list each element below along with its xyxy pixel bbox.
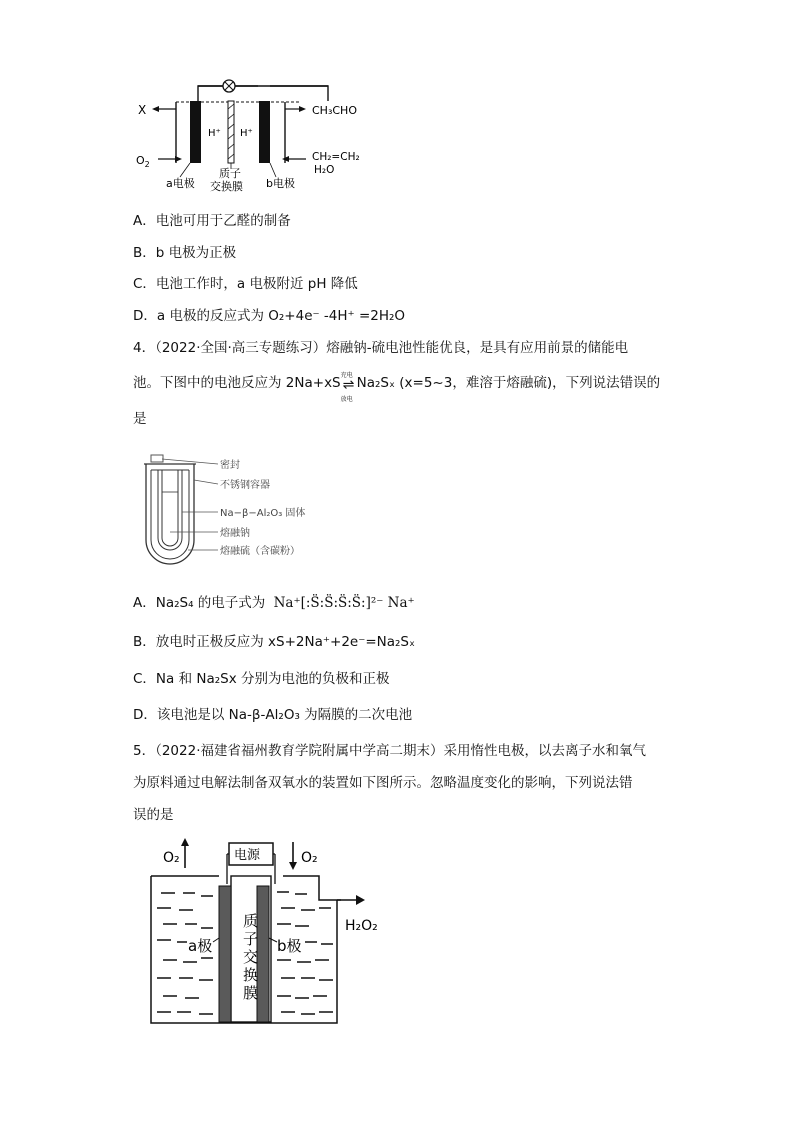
electrode-a-text: a极 <box>188 937 213 955</box>
membrane-char-4: 换 <box>243 966 259 984</box>
electrode-b-label: b电极 <box>266 177 295 190</box>
label-seal: 密封 <box>220 460 240 471</box>
h-plus-right: H⁺ <box>240 128 253 139</box>
membrane-label-2: 交换膜 <box>210 180 243 193</box>
q3-option-d: D．a 电极的反应式为 O₂+4e⁻ -4H⁺ =2H₂O <box>133 308 406 324</box>
label-container: 不锈钢容器 <box>220 480 270 491</box>
q4-stem-line3: 是 <box>133 411 147 427</box>
electrode-b-text: b极 <box>277 937 302 955</box>
q4-option-a-text: A．Na₂S₄ 的电子式为 <box>133 595 266 611</box>
q5-stem-line2: 为原料通过电解法制备双氧水的装置如下图所示。忽略温度变化的影响，下列说法错 <box>133 775 633 791</box>
electrode-a-bar <box>219 886 231 1022</box>
label-solid-electrolyte: Na−β−Al₂O₃ 固体 <box>220 508 306 519</box>
membrane-char-3: 交 <box>243 948 259 966</box>
discharge-label: 放电 <box>340 396 353 403</box>
q4-stem-line2-b: Na₂Sₓ (x=5~3，难溶于熔融硫)，下列说法错误的 <box>356 375 661 391</box>
membrane-char-1: 质 <box>243 912 259 930</box>
q4-stem-line2-a: 池。下图中的电池反应为 2Na+xS <box>133 375 341 391</box>
h-plus-left: H⁺ <box>208 128 221 139</box>
q4-option-d: D．该电池是以 Na-β-Al₂O₃ 为隔膜的二次电池 <box>133 707 413 723</box>
fuel-cell-figure <box>128 74 388 196</box>
q4-stem-line1: 4．（2022·全国·高三专题练习）熔融钠-硫电池性能优良，是具有应用前景的储能电 <box>133 340 629 356</box>
electrode-b-bar <box>257 886 269 1022</box>
q4-option-b: B．放电时正极反应为 xS+2Na⁺+2e⁻=Na₂Sₓ <box>133 634 415 650</box>
q4-option-c: C．Na 和 Na₂Sx 分别为电池的负极和正极 <box>133 671 390 687</box>
electrode-a <box>190 101 201 163</box>
na-s-battery-figure <box>140 452 340 567</box>
membrane-label-1: 质子 <box>219 167 241 180</box>
q5-stem-line1: 5．（2022·福建省福州教育学院附属中学高二期末）采用惰性电极，以去离子水和氧气 <box>133 743 646 759</box>
q4-option-a <box>133 593 415 613</box>
product-label: CH₃CHO <box>312 104 357 117</box>
power-label: 电源 <box>234 848 261 863</box>
q5-stem-line3: 误的是 <box>133 807 174 823</box>
q3-option-c: C．电池工作时，a 电极附近 pH 降低 <box>133 276 358 292</box>
label-molten-sodium: 熔融钠 <box>220 528 250 539</box>
x-label: X <box>138 103 147 117</box>
h2o2-label: H₂O₂ <box>345 918 378 934</box>
electrode-b <box>259 101 270 163</box>
q4-stem-line2 <box>133 372 661 403</box>
q4-option-a-formula: Na⁺[:S̈:S̈:S̈:S̈:]²⁻ Na⁺ <box>273 595 415 611</box>
proton-membrane <box>228 101 234 163</box>
label-molten-sulfur: 熔融硫（含碳粉） <box>220 546 300 557</box>
reactant-line1: CH₂=CH₂ <box>312 151 360 163</box>
electrode-a-label: a电极 <box>166 177 195 190</box>
reaction-arrow: 充电 ⇌ 放电 <box>341 376 357 390</box>
o2-label: $O_2$ <box>136 154 150 169</box>
reactant-line2: H₂O <box>314 164 335 176</box>
charge-label: 充电 <box>340 372 353 379</box>
seal-cap <box>151 455 163 462</box>
o2-left-label: O₂ <box>163 850 180 866</box>
q3-option-b: B．b 电极为正极 <box>133 245 237 261</box>
o2-right-label: O₂ <box>301 850 318 866</box>
q3-option-a: A．电池可用于乙醛的制备 <box>133 213 291 229</box>
membrane-char-5: 膜 <box>243 984 259 1002</box>
membrane-char-2: 子 <box>243 930 259 948</box>
electrolysis-figure <box>145 838 405 1030</box>
